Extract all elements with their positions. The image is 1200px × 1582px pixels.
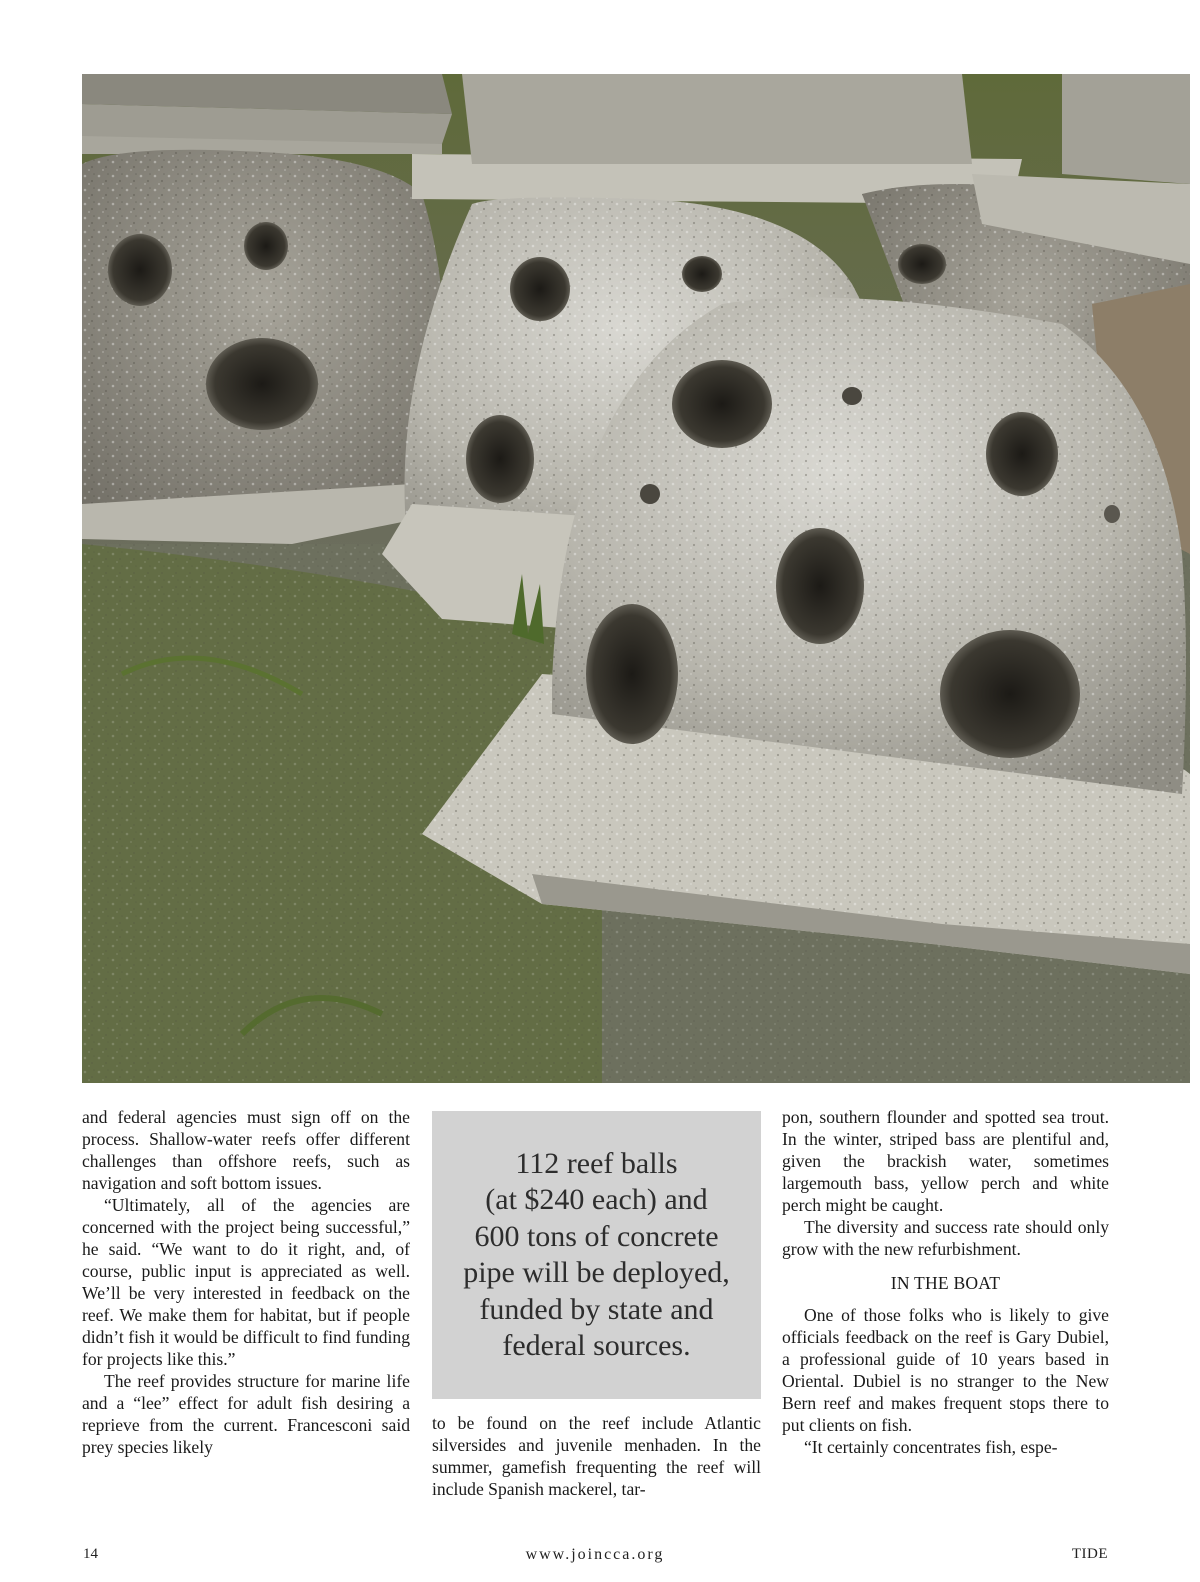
column3-paragraph: “It certainly concentrates fish, espe- bbox=[804, 1437, 1058, 1457]
column3-paragraph: The diversity and success rate should only grow with the new refurbishment. bbox=[782, 1217, 1109, 1259]
pull-quote-box bbox=[432, 1111, 761, 1399]
column1-paragraph: “Ultimately, all of the agencies are concerned with the project being successful,” he said. “We want to do it right, and, of course, public input is appreciated as well. We’ll be very interested in feedback on the reef. We make them for habitat, but if people didn’t fish it would be difficult to find funding for projects like this.” bbox=[82, 1195, 410, 1369]
article-column-2 bbox=[432, 1412, 761, 1500]
column3-paragraph: pon, southern flounder and spotted sea trout. In the winter, striped bass are plentiful and, given the brackish water, sometimes largemouth bass, yellow perch and white perch might be caught. bbox=[782, 1107, 1109, 1215]
magazine-name: TIDE bbox=[1071, 1546, 1108, 1562]
article-column-3 bbox=[782, 1106, 1109, 1458]
column3-paragraph: One of those folks who is likely to give officials feedback on the reef is Gary Dubiel, a professional guide of 10 years based in Oriental. Dubiel is no stranger to the New Bern reef and makes frequent stops there to put clients on fish. bbox=[782, 1305, 1109, 1435]
reef-balls-photo bbox=[82, 74, 1190, 1083]
pull-quote-text: 112 reef balls (at $240 each) and 600 tons of concrete pipe will be deployed, funded by state and federal sources. bbox=[463, 1146, 730, 1362]
article-column-1 bbox=[82, 1106, 410, 1458]
page-number: 14 bbox=[83, 1546, 98, 1562]
photo-image bbox=[82, 74, 1190, 1083]
website-url: www.joincca.org bbox=[525, 1546, 665, 1563]
section-subhead: IN THE BOAT bbox=[890, 1273, 1001, 1293]
column1-paragraph: The reef provides structure for marine life and a “lee” effect for adult fish desiring a reprieve from the current. Francesconi said prey species likely bbox=[82, 1371, 410, 1457]
column2-paragraph: to be found on the reef include Atlantic silversides and juvenile menhaden. In the summer, gamefish frequenting the reef will include Spanish mackerel, tar- bbox=[432, 1413, 761, 1499]
column1-paragraph: and federal agencies must sign off on the process. Shallow-water reefs offer different challenges than offshore reefs, such as navigation and soft bottom issues. bbox=[82, 1107, 410, 1193]
